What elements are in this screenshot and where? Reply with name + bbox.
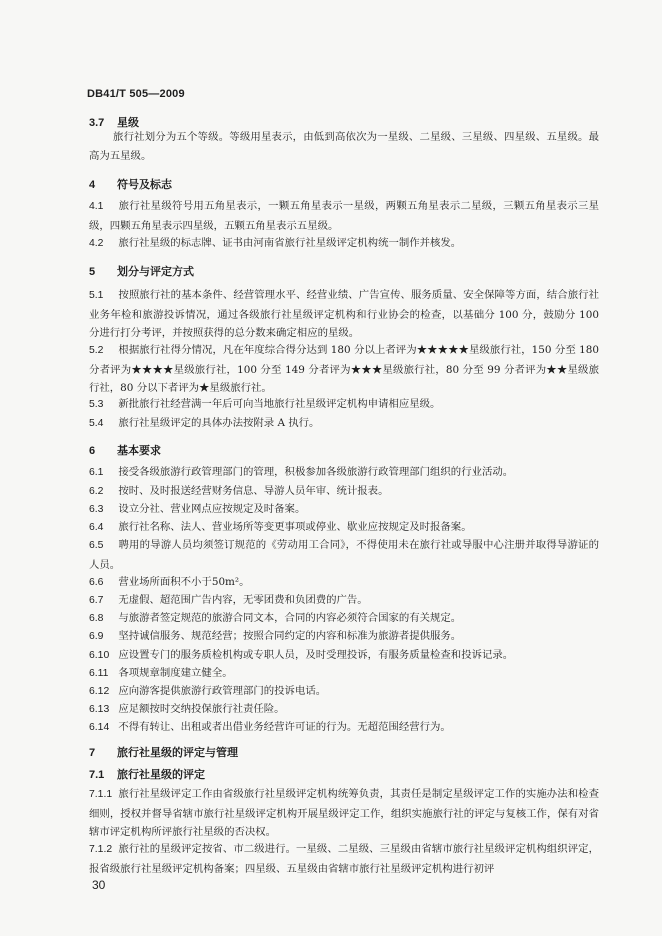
heading-title: 旅行社星级的评定 [117, 769, 205, 781]
heading-7 [89, 744, 238, 760]
heading-4 [89, 176, 172, 192]
clause-6-9: 6.9 坚持诚信服务、规范经营；按照合同约定的内容和标准为旅游者提供服务。 [89, 630, 462, 642]
clause-6-5: 6.5 聘用的导游人员均须签订规范的《劳动用工合同》，不得使用未在旅行社或导服中心注册并取得导游证的人员。 [89, 539, 599, 571]
clause-5-4: 5.4 旅行社星级评定的具体办法按附录 A 执行。 [89, 417, 320, 429]
heading-title: 旅行社星级的评定与管理 [117, 747, 238, 759]
clause-5-2: 5.2 根据旅行社得分情况，凡在年度综合得分达到 180 分以上者评为★★★★★星级旅行社，150 分至 180 分者评为★★★★星级旅行社，100 分至 149 分者评为★★★星级旅行社，80 分至 99 分者评为★★星级旅行社，80 分以下者评为★星级旅行社。 [89, 344, 599, 395]
clause-7-1-1: 7.1.1 旅行社星级评定工作由省级旅行社星级评定机构统筹负责，其责任是制定星级评定工作的实施办法和检查细则，授权并督导省辖市旅行社星级评定机构开展星级评定工作，组织实施旅行社的评定与复核工作，保有对省辖市评定机构所评旅行社星级的否决权。 [89, 788, 599, 839]
clause-6-2: 6.2 按时、及时报送经营财务信息、导游人员年审、统计报表。 [89, 485, 389, 497]
clause-6-13: 6.13 应足额按时交纳投保旅行社责任险。 [89, 703, 285, 715]
clause-7-1-2: 7.1.2 旅行社的星级评定按省、市二级进行。一星级、二星级、三星级由省辖市旅行社星级评定机构组织评定，报省级旅行社星级评定机构备案；四星级、五星级由省辖市旅行社星级评定机构进行初评 [89, 843, 599, 875]
clause-6-14: 6.14 不得有转让、出租或者出借业务经营许可证的行为。无超范围经营行为。 [89, 721, 451, 733]
clause-6-6: 6.6 营业场所面积不小于50m²。 [89, 576, 250, 588]
heading-number: 5 [89, 266, 96, 278]
clause-6-8: 6.8 与旅游者签定规范的旅游合同文本，合同的内容必须符合国家的有关规定。 [89, 612, 462, 624]
clause-6-4: 6.4 旅行社名称、法人、营业场所等变更事项或停业、歇业应按规定及时报备案。 [89, 521, 472, 533]
para-3-7: 旅行社划分为五个等级。等级用星表示，由低到高依次为一星级、二星级、三星级、四星级、五星级。最高为五星级。 [89, 131, 599, 162]
heading-number: 3.7 [89, 117, 105, 129]
heading-5 [89, 263, 194, 279]
heading-title: 星级 [117, 117, 139, 129]
heading-6 [89, 442, 161, 458]
heading-number: 7.1 [89, 769, 105, 781]
clause-6-11: 6.11 各项规章制度建立健全。 [89, 667, 233, 679]
heading-title: 划分与评定方式 [117, 266, 194, 278]
clause-5-3: 5.3 新批旅行社经营满一年后可向当地旅行社星级评定机构申请相应星级。 [89, 398, 441, 410]
clause-4-2: 4.2 旅行社星级的标志牌、证书由河南省旅行社星级评定机构统一制作并核发。 [89, 237, 462, 249]
heading-number: 7 [89, 747, 96, 759]
clause-6-7: 6.7 无虚假、超范围广告内容，无零团费和负团费的广告。 [89, 594, 368, 606]
heading-title: 符号及标志 [117, 179, 172, 191]
clause-6-12: 6.12 应向游客提供旅游行政管理部门的投诉电话。 [89, 685, 327, 697]
clause-6-3: 6.3 设立分社、营业网点应按规定及时备案。 [89, 503, 306, 515]
clause-4-1: 4.1 旅行社星级符号用五角星表示，一颗五角星表示一星级，两颗五角星表示二星级，三颗五角星表示三星级，四颗五角星表示四星级，五颗五角星表示五星级。 [89, 200, 600, 232]
heading-number: 6 [89, 445, 96, 457]
heading-number: 4 [89, 179, 96, 191]
clause-5-1: 5.1 按照旅行社的基本条件、经营管理水平、经营业绩、广告宣传、服务质量、安全保障等方面，结合旅行社业务年检和旅游投诉情况，通过各级旅行社星级评定机构和行业协会的检查，以基础分 100 分，鼓励分 100 分进行打分考评，并按照获得的总分数来确定相应的星级。 [89, 289, 599, 340]
clause-6-1: 6.1 接受各级旅游行政管理部门的管理，积极参加各级旅游行政管理部门组织的行业活动。 [89, 466, 514, 478]
heading-7-1 [89, 766, 205, 782]
page-number: 30 [92, 878, 106, 892]
heading-title: 基本要求 [117, 445, 161, 457]
clause-6-10: 6.10 应设置专门的服务质检机构或专职人员，及时受理投诉，有服务质量检查和投诉记录。 [89, 649, 514, 661]
document-header: DB41/T 505—2009 [87, 88, 185, 100]
